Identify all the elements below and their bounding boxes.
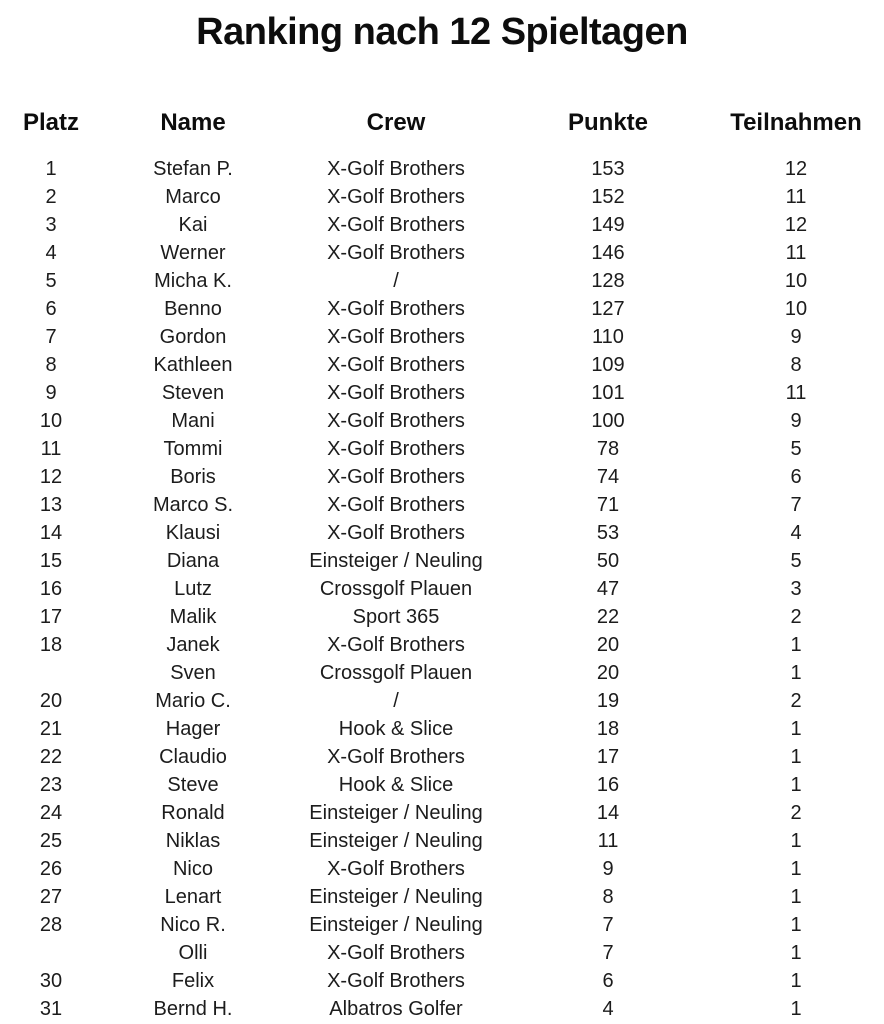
cell-platz: 3 — [45, 214, 57, 236]
cell-punkte: 8 — [602, 886, 614, 908]
table-row — [0, 155, 884, 183]
cell-punkte: 74 — [596, 466, 620, 488]
cell-crew: Einsteiger / Neuling — [309, 914, 483, 936]
cell-name: Sven — [170, 662, 216, 684]
table-row — [0, 575, 884, 603]
cell-crew: X-Golf Brothers — [327, 634, 465, 656]
cell-punkte: 20 — [596, 662, 620, 684]
cell-name: Boris — [170, 466, 216, 488]
cell-crew: Hook & Slice — [338, 774, 454, 796]
cell-punkte: 128 — [591, 270, 625, 292]
cell-crew: X-Golf Brothers — [327, 326, 465, 348]
cell-teilnahmen: 1 — [790, 886, 802, 908]
cell-platz — [0, 939, 102, 967]
cell-platz: 15 — [39, 550, 63, 572]
cell-name: Malik — [169, 606, 217, 628]
cell-teilnahmen: 2 — [790, 802, 802, 824]
cell-platz: 7 — [45, 326, 57, 348]
cell-crew: X-Golf Brothers — [327, 858, 465, 880]
table-row — [0, 883, 884, 911]
cell-platz: 13 — [39, 494, 63, 516]
cell-name: Mani — [171, 410, 215, 432]
cell-teilnahmen: 1 — [790, 662, 802, 684]
table-header-row — [0, 110, 884, 136]
cell-teilnahmen: 1 — [790, 970, 802, 992]
cell-name: Felix — [171, 970, 215, 992]
table-row — [0, 379, 884, 407]
cell-platz: 8 — [45, 354, 57, 376]
cell-platz: 1 — [45, 158, 57, 180]
table-row — [0, 463, 884, 491]
column-header-platz: Platz — [22, 110, 79, 136]
cell-platz: 21 — [39, 718, 63, 740]
column-header-name: Name — [160, 110, 226, 136]
cell-teilnahmen: 10 — [784, 298, 808, 320]
cell-punkte: 109 — [591, 354, 625, 376]
cell-crew: X-Golf Brothers — [327, 410, 465, 432]
cell-name: Benno — [164, 298, 222, 320]
cell-crew: X-Golf Brothers — [327, 970, 465, 992]
cell-punkte: 53 — [596, 522, 620, 544]
cell-punkte: 19 — [596, 690, 620, 712]
cell-crew: Einsteiger / Neuling — [309, 830, 483, 852]
cell-name: Ronald — [161, 802, 225, 824]
cell-teilnahmen: 1 — [790, 774, 802, 796]
table-row — [0, 267, 884, 295]
cell-name: Steven — [161, 382, 225, 404]
cell-name: Steve — [167, 774, 219, 796]
cell-punkte: 152 — [591, 186, 625, 208]
cell-platz: 16 — [39, 578, 63, 600]
cell-name: Hager — [165, 718, 221, 740]
cell-platz: 23 — [39, 774, 63, 796]
cell-platz: 4 — [45, 242, 57, 264]
cell-teilnahmen: 1 — [790, 914, 802, 936]
cell-name: Olli — [178, 942, 208, 964]
cell-platz: 10 — [39, 410, 63, 432]
table-row — [0, 911, 884, 939]
cell-platz: 31 — [39, 998, 63, 1020]
cell-teilnahmen: 1 — [790, 942, 802, 964]
cell-name: Marco — [165, 186, 221, 208]
table-row — [0, 687, 884, 715]
cell-crew: X-Golf Brothers — [327, 746, 465, 768]
cell-crew: Crossgolf Plauen — [319, 578, 473, 600]
cell-platz: 22 — [39, 746, 63, 768]
cell-name: Lutz — [174, 578, 212, 600]
column-header-punkte: Punkte — [567, 110, 648, 136]
cell-name: Janek — [166, 634, 220, 656]
cell-teilnahmen: 1 — [790, 634, 802, 656]
table-row — [0, 855, 884, 883]
cell-crew: Albatros Golfer — [329, 998, 463, 1020]
cell-punkte: 14 — [596, 802, 620, 824]
table-row — [0, 995, 884, 1023]
cell-crew: Einsteiger / Neuling — [309, 550, 483, 572]
cell-teilnahmen: 5 — [790, 438, 802, 460]
table-row — [0, 799, 884, 827]
cell-punkte: 22 — [596, 606, 620, 628]
cell-crew: / — [393, 270, 399, 292]
table-row — [0, 659, 884, 687]
cell-crew: Crossgolf Plauen — [319, 662, 473, 684]
cell-platz: 5 — [45, 270, 57, 292]
cell-platz: 26 — [39, 858, 63, 880]
cell-name: Micha K. — [154, 270, 232, 292]
cell-teilnahmen: 11 — [785, 242, 807, 264]
column-header-teilnahmen: Teilnahmen — [730, 110, 862, 136]
cell-crew: X-Golf Brothers — [327, 242, 465, 264]
table-row — [0, 211, 884, 239]
cell-crew: Einsteiger / Neuling — [309, 802, 483, 824]
cell-platz: 9 — [45, 382, 57, 404]
cell-teilnahmen: 2 — [790, 606, 802, 628]
cell-teilnahmen: 5 — [790, 550, 802, 572]
cell-teilnahmen: 9 — [790, 326, 802, 348]
cell-name: Diana — [166, 550, 220, 572]
cell-platz: 12 — [39, 466, 63, 488]
cell-punkte: 4 — [602, 998, 614, 1020]
cell-crew: X-Golf Brothers — [327, 158, 465, 180]
table-row — [0, 827, 884, 855]
table-row — [0, 351, 884, 379]
cell-punkte: 110 — [592, 326, 624, 348]
cell-platz: 28 — [39, 914, 63, 936]
cell-teilnahmen: 1 — [790, 830, 802, 852]
cell-name: Kathleen — [153, 354, 233, 376]
cell-name: Klausi — [165, 522, 221, 544]
cell-punkte: 50 — [596, 550, 620, 572]
cell-punkte: 6 — [602, 970, 614, 992]
table-row — [0, 183, 884, 211]
cell-punkte: 20 — [596, 634, 620, 656]
cell-teilnahmen: 11 — [785, 382, 807, 404]
cell-crew: X-Golf Brothers — [327, 214, 465, 236]
cell-punkte: 101 — [591, 382, 625, 404]
table-row — [0, 939, 884, 967]
cell-crew: X-Golf Brothers — [327, 298, 465, 320]
cell-teilnahmen: 7 — [790, 494, 802, 516]
cell-crew: X-Golf Brothers — [327, 354, 465, 376]
cell-punkte: 71 — [596, 494, 620, 516]
cell-teilnahmen: 9 — [790, 410, 802, 432]
table-row — [0, 491, 884, 519]
cell-punkte: 9 — [602, 858, 614, 880]
page-title: Ranking nach 12 Spieltagen — [196, 11, 688, 53]
cell-punkte: 127 — [591, 298, 625, 320]
cell-name: Stefan P. — [153, 158, 233, 180]
table-row — [0, 435, 884, 463]
cell-punkte: 11 — [597, 830, 619, 852]
cell-teilnahmen: 12 — [784, 214, 808, 236]
cell-crew: X-Golf Brothers — [327, 466, 465, 488]
cell-crew: X-Golf Brothers — [327, 438, 465, 460]
table-row — [0, 603, 884, 631]
cell-platz: 24 — [39, 802, 63, 824]
table-row — [0, 239, 884, 267]
cell-punkte: 149 — [591, 214, 625, 236]
cell-platz: 20 — [39, 690, 63, 712]
cell-teilnahmen: 10 — [784, 270, 808, 292]
cell-name: Claudio — [159, 746, 227, 768]
cell-teilnahmen: 8 — [790, 354, 802, 376]
cell-platz: 25 — [39, 830, 63, 852]
table-row — [0, 967, 884, 995]
cell-punkte: 7 — [602, 914, 614, 936]
cell-platz: 2 — [45, 186, 57, 208]
cell-name: Bernd H. — [153, 998, 233, 1020]
cell-name: Niklas — [165, 830, 221, 852]
cell-crew: X-Golf Brothers — [327, 382, 465, 404]
cell-platz — [0, 659, 102, 687]
table-row — [0, 547, 884, 575]
cell-platz: 17 — [39, 606, 63, 628]
cell-platz: 30 — [39, 970, 63, 992]
table-row — [0, 631, 884, 659]
table-row — [0, 519, 884, 547]
cell-teilnahmen: 1 — [790, 746, 802, 768]
cell-teilnahmen: 4 — [790, 522, 802, 544]
cell-teilnahmen: 6 — [790, 466, 802, 488]
cell-platz: 14 — [39, 522, 63, 544]
cell-teilnahmen: 1 — [790, 998, 802, 1020]
cell-teilnahmen: 1 — [790, 718, 802, 740]
table-row — [0, 743, 884, 771]
cell-punkte: 100 — [591, 410, 625, 432]
cell-punkte: 153 — [591, 158, 625, 180]
cell-crew: X-Golf Brothers — [327, 942, 465, 964]
cell-name: Gordon — [159, 326, 227, 348]
cell-name: Nico R. — [160, 914, 226, 936]
table-row — [0, 407, 884, 435]
cell-name: Mario C. — [155, 690, 231, 712]
cell-platz: 18 — [39, 634, 63, 656]
cell-name: Kai — [178, 214, 208, 236]
cell-name: Werner — [160, 242, 226, 264]
cell-crew: Sport 365 — [352, 606, 440, 628]
cell-teilnahmen: 12 — [784, 158, 808, 180]
table-row — [0, 715, 884, 743]
cell-teilnahmen: 3 — [790, 578, 802, 600]
cell-name: Tommi — [163, 438, 223, 460]
cell-name: Lenart — [164, 886, 222, 908]
cell-punkte: 146 — [591, 242, 625, 264]
table-row — [0, 295, 884, 323]
table-body — [0, 155, 884, 1023]
cell-punkte: 16 — [596, 774, 620, 796]
cell-platz: 6 — [45, 298, 57, 320]
cell-crew: / — [393, 690, 399, 712]
cell-punkte: 78 — [596, 438, 620, 460]
column-header-crew: Crew — [366, 110, 426, 136]
cell-crew: Hook & Slice — [338, 718, 454, 740]
cell-name: Nico — [172, 858, 213, 880]
cell-teilnahmen: 1 — [790, 858, 802, 880]
cell-platz: 27 — [39, 886, 63, 908]
table-row — [0, 323, 884, 351]
cell-punkte: 47 — [596, 578, 620, 600]
cell-punkte: 7 — [602, 942, 614, 964]
table-row — [0, 771, 884, 799]
cell-crew: X-Golf Brothers — [327, 522, 465, 544]
cell-punkte: 17 — [596, 746, 620, 768]
cell-teilnahmen: 2 — [790, 690, 802, 712]
cell-crew: X-Golf Brothers — [327, 186, 465, 208]
cell-crew: Einsteiger / Neuling — [309, 886, 483, 908]
cell-name: Marco S. — [152, 494, 234, 516]
cell-punkte: 18 — [596, 718, 620, 740]
cell-crew: X-Golf Brothers — [327, 494, 465, 516]
cell-teilnahmen: 11 — [785, 186, 807, 208]
cell-platz: 11 — [40, 438, 62, 460]
